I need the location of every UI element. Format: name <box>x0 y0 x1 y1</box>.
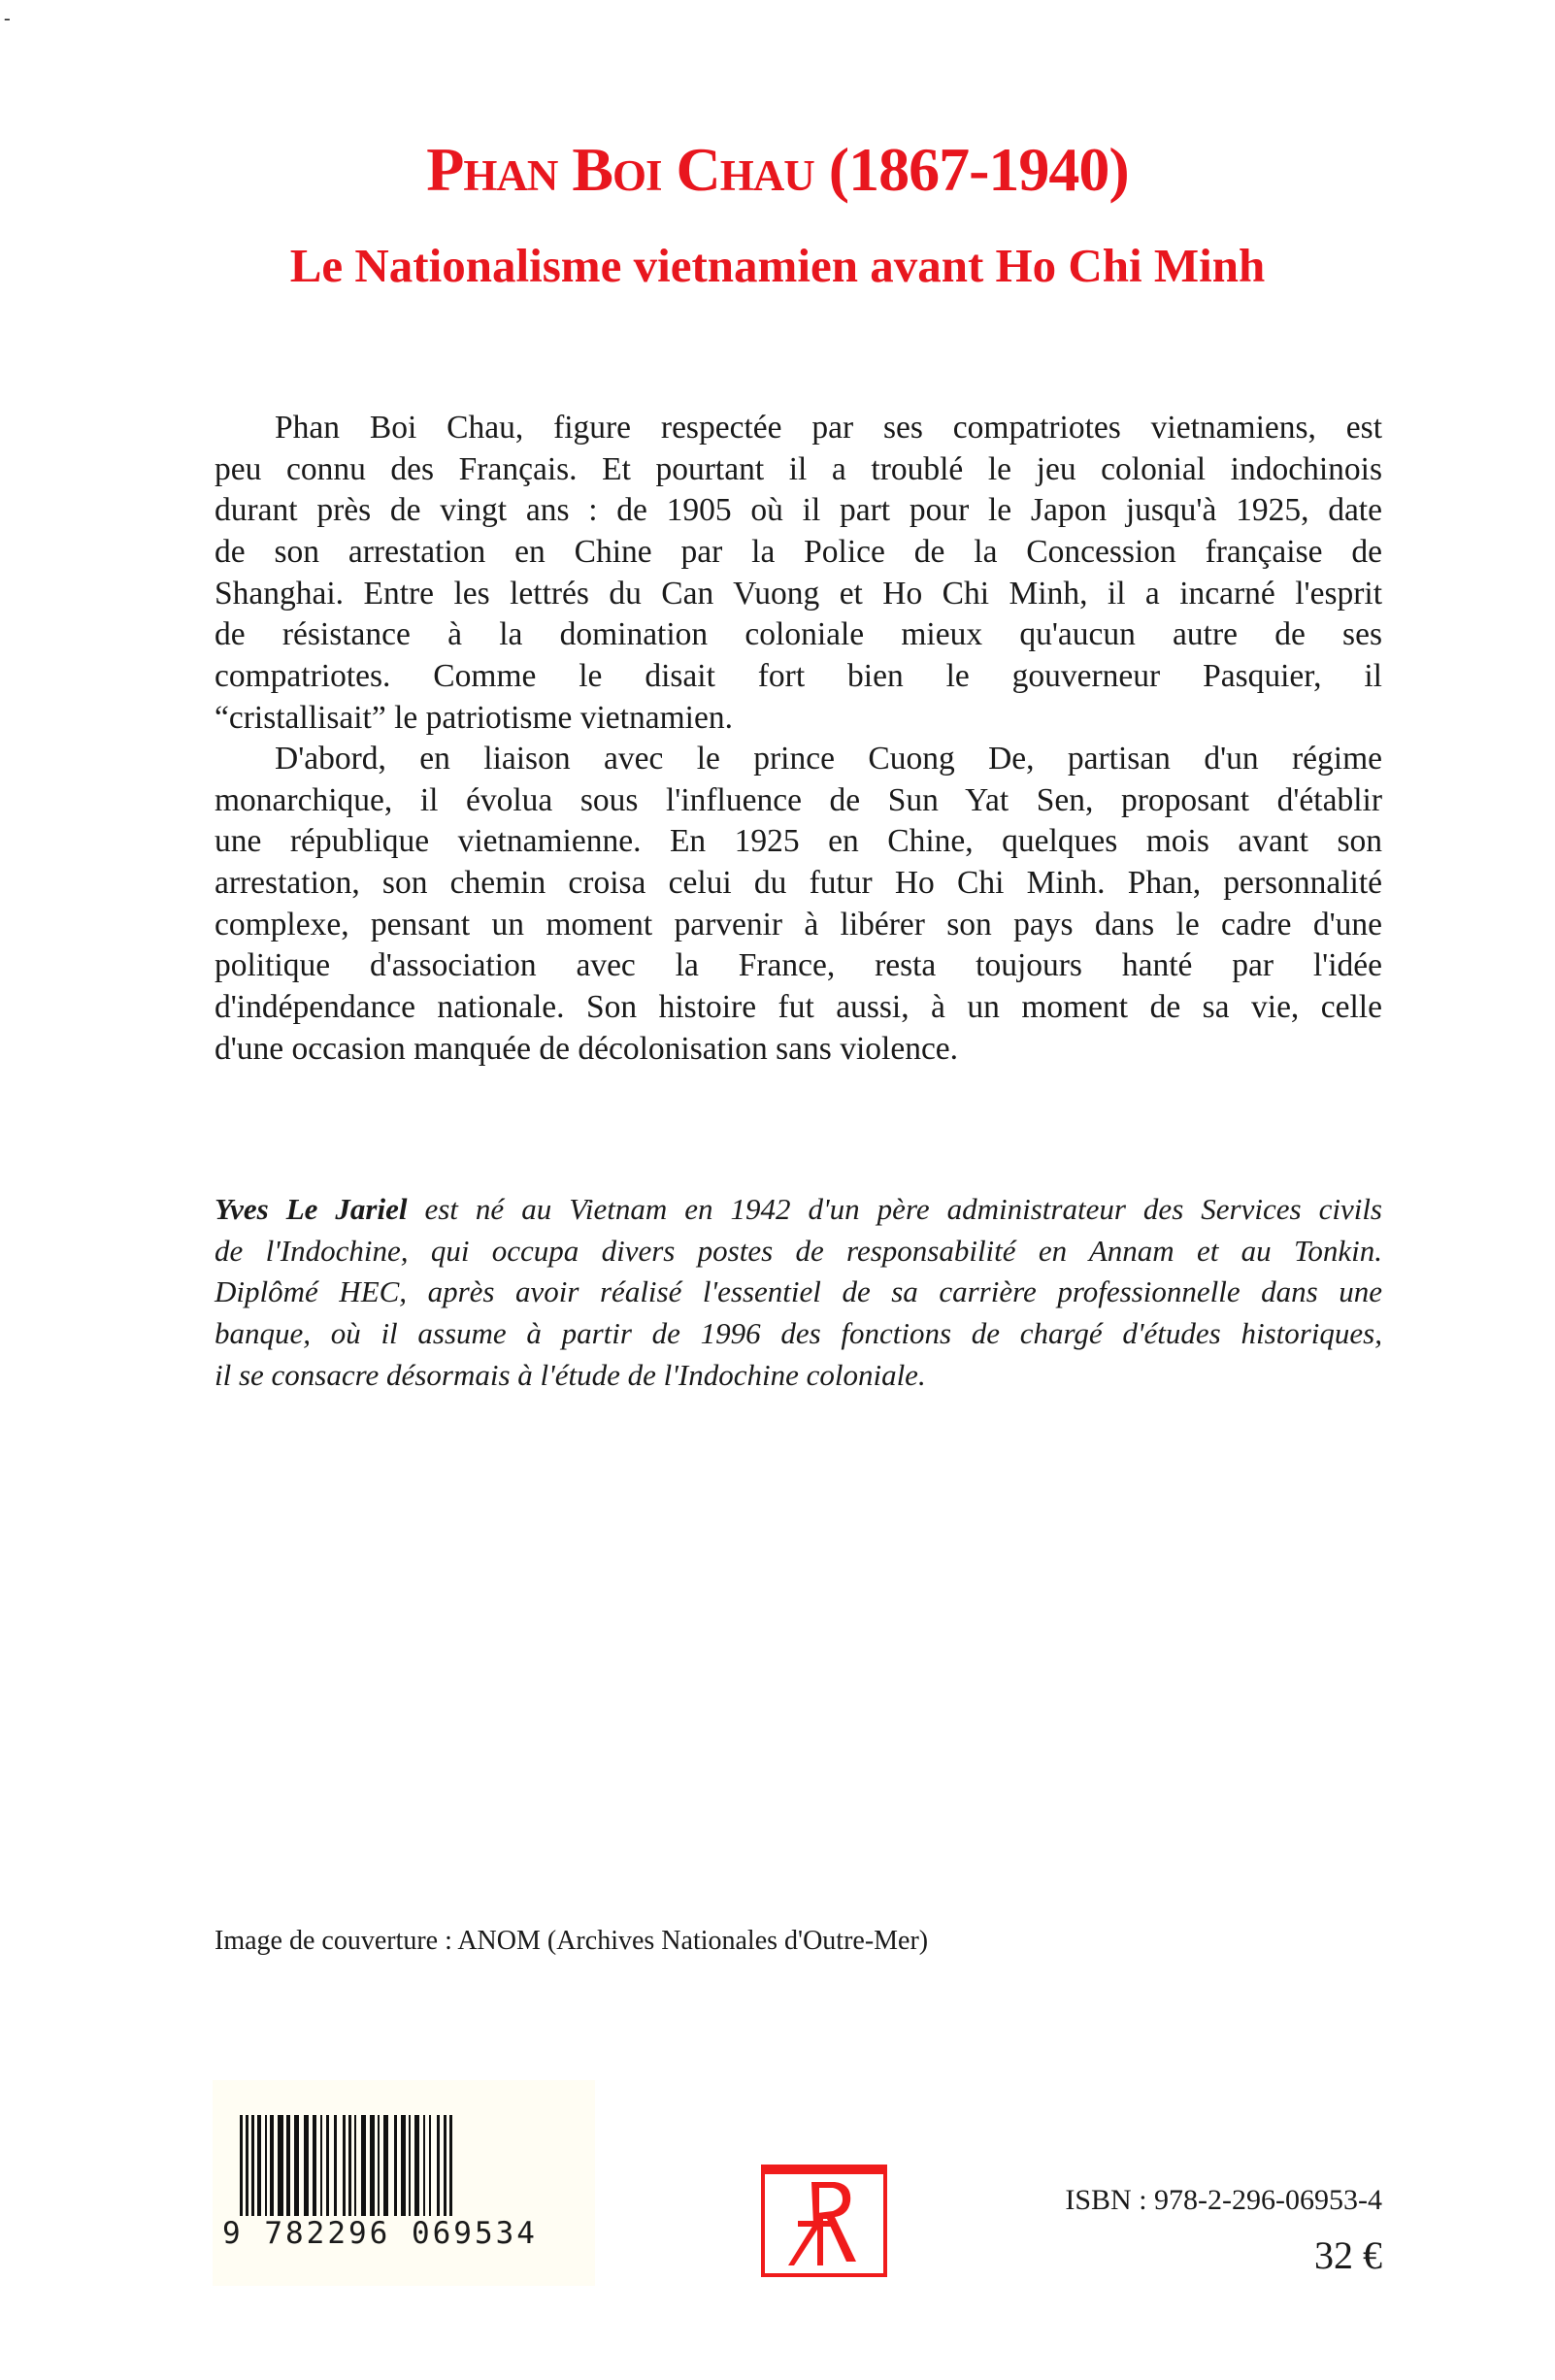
text-line: il se consacre désormais à l'étude de l'Indochine coloniale. <box>215 1357 926 1392</box>
text-line: monarchique, il évolua sous l'influence de Sun Yat Sen, proposant d'établir <box>215 781 1382 818</box>
barcode-bar <box>334 2115 337 2224</box>
price: 32 € <box>1314 2233 1382 2277</box>
barcode-bar <box>251 2115 254 2224</box>
barcode-bar <box>414 2115 419 2224</box>
text-line: “cristallisait” le patriotisme vietnamien. <box>215 699 733 736</box>
text-line: de résistance à la domination coloniale mieux qu'aucun autre de ses <box>215 616 1382 653</box>
text-line: banque, où il assume à partir de 1996 des fonctions de chargé d'études historiques, <box>215 1316 1382 1351</box>
barcode-bar <box>278 2115 283 2224</box>
image-credit: Image de couverture : ANOM (Archives Nationales d'Outre-Mer) <box>215 1926 929 1956</box>
barcode-bar <box>320 2115 322 2224</box>
barcode-bar <box>286 2115 290 2224</box>
author-name: Yves Le Jariel <box>215 1192 408 1226</box>
barcode-bar <box>354 2115 356 2224</box>
isbn: ISBN : 978-2-296-06953-4 <box>1065 2184 1382 2216</box>
text-line: politique d'association avec la France, resta toujours hanté par l'idée <box>215 947 1382 984</box>
barcode-bar <box>361 2115 366 2224</box>
barcode-bar <box>429 2115 431 2224</box>
text-line: compatriotes. Comme le disait fort bien le gouverneur Pasquier, il <box>215 658 1382 695</box>
barcode-bar <box>378 2115 380 2224</box>
barcode-bar <box>304 2115 309 2224</box>
book-title: Phan Boi Chau (1867-1940) <box>426 135 1129 204</box>
text-line: Phan Boi Chau, figure respectée par ses compatriotes vietnamiens, est <box>275 410 1382 446</box>
barcode <box>213 2080 595 2286</box>
text-line <box>215 1189 1382 1231</box>
summary-paragraph-1 <box>215 408 1382 740</box>
barcode-bar <box>383 2115 388 2224</box>
publisher-logo <box>761 2165 887 2277</box>
book-subtitle: Le Nationalisme vietnamien avant Ho Chi Minh <box>289 239 1266 292</box>
text-line: d'une occasion manquée de décolonisation sans violence. <box>215 1030 959 1067</box>
text-line: Diplômé HEC, après avoir réalisé l'essentiel de sa carrière professionnelle dans une <box>215 1274 1382 1309</box>
barcode-bar <box>270 2115 274 2224</box>
text-line: durant près de vingt ans : de 1905 où il part pour le Japon jusqu'à 1925, date <box>215 492 1382 529</box>
bio-text: est né au Vietnam en 1942 d'un père administrateur des Services civils <box>407 1192 1382 1226</box>
barcode-bar <box>401 2115 406 2224</box>
summary-paragraph-2 <box>215 739 1382 1071</box>
text-line: une république vietnamienne. En 1925 en Chine, quelques mois avant son <box>215 823 1382 860</box>
barcode-bar <box>326 2115 329 2224</box>
barcode-bar <box>437 2115 440 2224</box>
barcode-number: 9 782296 069534 <box>222 2216 538 2251</box>
barcode-bar <box>370 2115 375 2224</box>
barcode-bar <box>409 2115 411 2224</box>
barcode-bar <box>294 2115 299 2224</box>
text-line: peu connu des Français. Et pourtant il a troublé le jeu colonial indochinois <box>215 450 1382 487</box>
text-line: complexe, pensant un moment parvenir à libérer son pays dans le cadre d'une <box>215 906 1382 942</box>
barcode-bar <box>265 2115 267 2224</box>
publisher-logo-icon <box>765 2168 883 2273</box>
text-line: d'indépendance nationale. Son histoire fut aussi, à un moment de sa vie, celle <box>215 989 1382 1026</box>
barcode-bar <box>313 2115 316 2224</box>
text-line: de son arrestation en Chine par la Police de la Concession française de <box>215 534 1382 571</box>
text-line: D'abord, en liaison avec le prince Cuong De, partisan d'un régime <box>275 741 1382 777</box>
barcode-bar <box>394 2115 397 2224</box>
barcode-bar <box>257 2115 261 2224</box>
text-line: arrestation, son chemin croisa celui du futur Ho Chi Minh. Phan, personnalité <box>215 865 1382 902</box>
text-line: de l'Indochine, qui occupa divers postes de responsabilité en Annam et au Tonkin. <box>215 1233 1382 1268</box>
corner-mark: - <box>4 8 11 29</box>
author-bio <box>215 1189 1382 1396</box>
barcode-bar <box>423 2115 425 2224</box>
text-line: Shanghai. Entre les lettrés du Can Vuong et Ho Chi Minh, il a incarné l'esprit <box>215 575 1382 612</box>
